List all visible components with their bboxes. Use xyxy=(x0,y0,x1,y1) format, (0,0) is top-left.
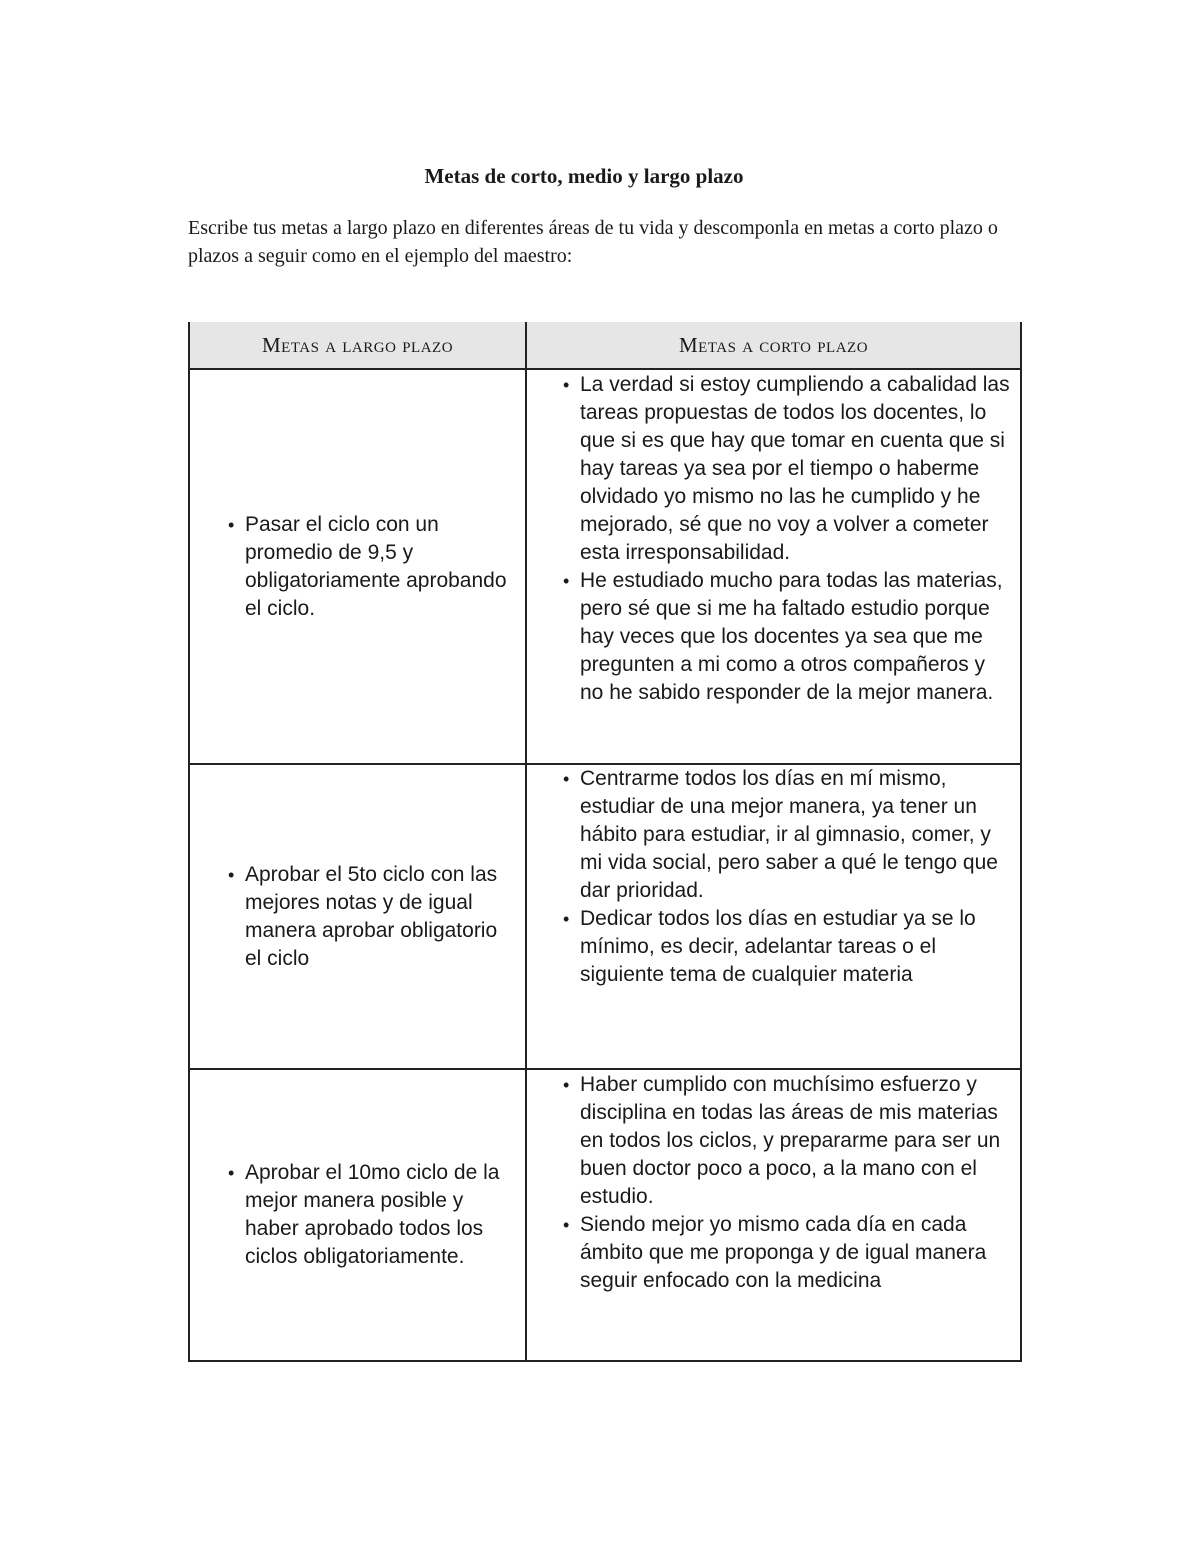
long-term-list xyxy=(228,511,515,623)
page-title: Metas de corto, medio y largo plazo xyxy=(424,164,744,188)
table-row xyxy=(189,764,1021,1069)
short-term-goal: • Centrarme todos los días en mí mismo, estudiar de una mejor manera, ya tener un hábito para estudiar, ir al gimnasio, comer, y mi vida social, pero saber a qué le tengo que dar prioridad. xyxy=(563,765,1014,905)
long-term-cell xyxy=(189,764,526,1069)
long-term-list xyxy=(228,861,515,973)
table-row xyxy=(189,369,1021,764)
short-term-list xyxy=(563,371,1014,707)
short-term-cell xyxy=(526,764,1021,1069)
short-term-list xyxy=(563,765,1014,989)
table-header-row xyxy=(189,322,1021,369)
long-term-cell xyxy=(189,369,526,764)
short-term-list xyxy=(563,1071,1014,1295)
long-term-goal: • Pasar el ciclo con un promedio de 9,5 y obligatoriamente aprobando el ciclo. xyxy=(228,511,515,623)
short-term-goal: • He estudiado mucho para todas las materias, pero sé que si me ha faltado estudio porque hay veces que los docentes ya sea que me pregunten a mi como a otros compañeros y no he sabido responder de la mejor manera. xyxy=(563,567,1014,707)
goals-table xyxy=(188,322,1022,1362)
table-row xyxy=(189,1069,1021,1361)
long-term-goal: • Aprobar el 5to ciclo con las mejores notas y de igual manera aprobar obligatorio el ciclo xyxy=(228,861,515,973)
header-short-term: Metas a corto plazo xyxy=(526,322,1021,369)
short-term-goal: • La verdad si estoy cumpliendo a cabalidad las tareas propuestas de todos los docentes, lo que si es que hay que tomar en cuenta que si hay tareas ya sea por el tiempo o haberme olvidado yo mismo no las he cumplido y he mejorado, sé que no voy a volver a cometer esta irresponsabilidad. xyxy=(563,371,1014,567)
intro-paragraph: Escribe tus metas a largo plazo en diferentes áreas de tu vida y descomponla en metas a corto plazo o plazos a seguir como en el ejemplo del maestro: xyxy=(188,217,998,267)
short-term-cell xyxy=(526,369,1021,764)
long-term-cell xyxy=(189,1069,526,1361)
short-term-goal: • Dedicar todos los días en estudiar ya se lo mínimo, es decir, adelantar tareas o el siguiente tema de cualquier materia xyxy=(563,905,1014,989)
short-term-goal: • Haber cumplido con muchísimo esfuerzo y disciplina en todas las áreas de mis materias en todos los ciclos, y prepararme para ser un buen doctor poco a poco, a la mano con el estudio. xyxy=(563,1071,1014,1211)
short-term-cell xyxy=(526,1069,1021,1361)
header-long-term: Metas a largo plazo xyxy=(189,322,526,369)
short-term-goal: • Siendo mejor yo mismo cada día en cada ámbito que me proponga y de igual manera seguir enfocado con la medicina xyxy=(563,1211,1014,1295)
long-term-goal: • Aprobar el 10mo ciclo de la mejor manera posible y haber aprobado todos los ciclos obligatoriamente. xyxy=(228,1159,515,1271)
long-term-list xyxy=(228,1159,515,1271)
